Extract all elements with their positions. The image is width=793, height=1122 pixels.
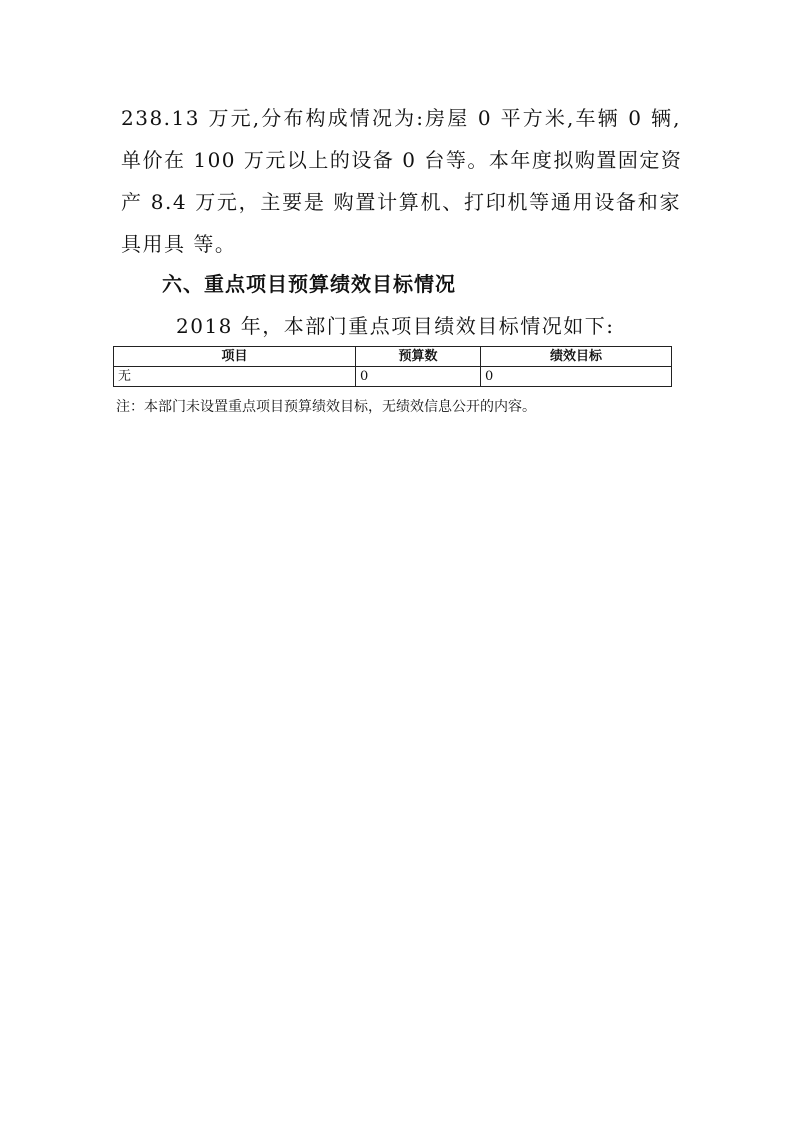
table-header-row — [114, 347, 672, 367]
body-text-line-4: 具用具 等。 — [121, 232, 237, 256]
column-header-project: 项目 — [114, 347, 356, 367]
body-text-line-2: 单价在 100 万元以上的设备 0 台等。本年度拟购置固定资 — [121, 148, 683, 172]
cell-budget: 0 — [356, 367, 481, 387]
table-footnote: 注：本部门未设置重点项目预算绩效目标，无绩效信息公开的内容。 — [116, 399, 536, 415]
section-intro: 2018 年，本部门重点项目绩效目标情况如下: — [176, 314, 615, 338]
body-text-line-3: 产 8.4 万元，主要是 购置计算机、打印机等通用设备和家 — [121, 190, 681, 214]
cell-project: 无 — [114, 367, 356, 387]
section-heading: 六、重点项目预算绩效目标情况 — [162, 272, 456, 296]
key-project-table — [113, 346, 672, 387]
table-row — [114, 367, 672, 387]
column-header-performance-target: 绩效目标 — [481, 347, 672, 367]
column-header-budget: 预算数 — [356, 347, 481, 367]
body-text-line-1: 238.13 万元,分布构成情况为:房屋 0 平方米,车辆 0 辆, — [121, 106, 681, 130]
cell-performance-target: 0 — [481, 367, 672, 387]
